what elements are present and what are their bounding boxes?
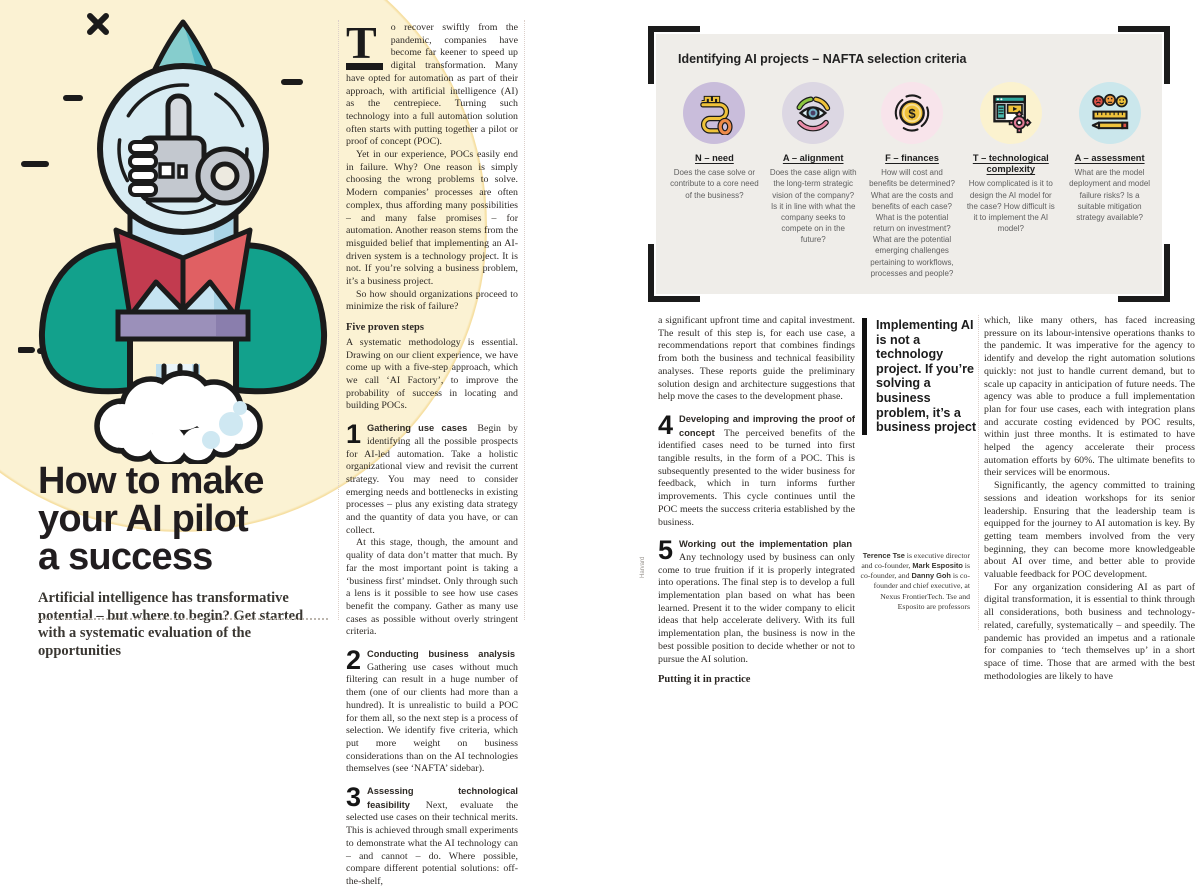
criterion-label: T – technological complexity (972, 153, 1049, 175)
criterion-label: A – assessment (1074, 153, 1145, 163)
column-rule (338, 20, 339, 620)
nafta-item-finances (868, 82, 957, 279)
nafta-item-assessment (1065, 82, 1154, 279)
title-line: a success (38, 536, 213, 578)
nafta-sidebar (648, 26, 1170, 302)
column-rule (524, 20, 525, 620)
step-number: 2 (346, 645, 362, 676)
svg-text:$: $ (908, 105, 916, 121)
dotted-rule (38, 618, 328, 620)
criterion-label: N – need (695, 153, 734, 163)
step-2: 2 Conducting business analysis Gathering use cases without much filtering can result in a huge number of them (one of our clients had more than a hundred). It is unrealistic to build a POC for them all, so the next step is a process of selection. We identify five criteria, which put more weight on business considerations than on the AI technologies themselves (see ‘NAFTA’ sidebar). (346, 645, 518, 775)
page-title (38, 462, 338, 576)
title-line: How to make (38, 460, 264, 502)
faces-ruler-icon (1088, 91, 1132, 135)
coin-icon (890, 91, 934, 135)
step-label: Gathering use cases (367, 423, 468, 434)
body-paragraph: which, like many others, has faced increasing pressure on its labour-intensive operations thanks to the pandemic. It was imperative for the agency to identify and develop the right automation solutions quickly: not just to handle current demand, but to scale up capacity in anticipation of future needs. The agency was able to produce a full implementation plan for four use cases, each with integration plans and accurate costing evidenced by POC results, within just three months. It is estimated to have helped the agency accelerate their process automation efforts by 60%. The ultimate benefits to their services will be enormous. (984, 315, 1195, 479)
body-paragraph: Significantly, the agency committed to training sessions and ideation workshops for its senior leadership. Ensuring that the leadership team is equipped for the journey to AI automation is key. By getting team members involved from the very beginning, they can become more knowledgeable about AI over time, and better able to provide valuable feedback for POC development. (984, 480, 1195, 581)
step-label: Assessing technological feasibility (367, 786, 518, 810)
step-3: 3 Assessing technological feasibility Next, evaluate the selected use cases on their technical merits. This is achieved through small experiments to demonstrate what the AI technology can – and cannot – do. Where possible, compare different potential solutions: off-the-shelf, (346, 782, 519, 887)
purple-band-shade (216, 315, 245, 336)
section-heading: Putting it in practice (658, 674, 751, 686)
fingers (130, 142, 156, 195)
step-number: 3 (346, 782, 362, 813)
step-1: 1 Gathering use cases Begin by identifying all the possible prospects for AI-led automation. Take a holistic organizational view and revisit the current strategy. You may need to consider emerging needs and bottlenecks in existing processes – plus any existing data strategy and the quantity of data you have, or can collect. (346, 419, 518, 536)
step-label: Developing and improving the proof of concept (679, 413, 855, 438)
title-line: your AI pilot (38, 498, 248, 540)
icon-circle (881, 82, 943, 144)
author-name: Mark Esposito (912, 561, 963, 571)
body-paragraph: So how should organizations proceed to minimize the risk of failure? (346, 288, 518, 313)
body-paragraph: T o recover swiftly from the pandemic, companies have become far keener to speed up digital transformation. Many have opted for automation as part of their approach, with artificial intelligence (AI) as the centrepiece. Turning such technology into a full automation solution often starts with putting together a pilot or proof of concept (POC). (346, 17, 518, 148)
nafta-item-complexity (966, 82, 1055, 279)
browser-gear-icon (989, 91, 1033, 135)
section-heading: Five proven steps (346, 322, 424, 334)
body-paragraph: At this stage, though, the amount and quality of data don’t matter that much. By far the most important point is taking a ‘business first’ mindset. Only through such a lens is it possible to see how use cases benefit the company. Gather as many use cases as possible without overly stringent criteria. (346, 537, 518, 638)
step-number: 5 (658, 535, 674, 566)
step-number: 1 (346, 419, 362, 450)
criterion-text: What are the model deployment and model failure risks? Is a suitable mitigation strategy available? (1069, 168, 1151, 222)
criterion-label: F – finances (885, 153, 939, 163)
eye-icon (791, 91, 835, 135)
icon-circle (782, 82, 844, 144)
author-name: Terence Tse (862, 551, 905, 560)
step-4: 4 Developing and improving the proof of concept The perceived benefits of the identified cases need to be turned into first tangible results, in the form of a POC. This is subsequently presented to the wider business for feedback, which in turn informs further improvements. This cycle continues until the POC meets the success criteria established by the business. (658, 409, 855, 528)
body-paragraph: a significant upfront time and capital investment. The result of this step is, for each use case, a recommendations report that combines findings from both the business and technical feasibility analyses. These reports guide the preliminary solution design and architecture suggestions that help move the cases to the development phase. (658, 315, 855, 403)
pull-quote: Implementing AI is not a technology project. If you’re solving a business problem, it’s a business project (862, 318, 980, 435)
article-column-3 (984, 315, 1195, 686)
nafta-item-need (670, 82, 759, 279)
author-bio: Terence Tse is executive director and co-founder, Mark Esposito is co-founder, and Danny Goh is co-founder and chief executive, at Nexus FrontierTech. Tse and Esposito are professors (860, 551, 970, 611)
title-block (38, 462, 338, 661)
author-name: Danny Goh (911, 571, 951, 581)
nafta-items (670, 82, 1154, 279)
criterion-text: How will cost and benefits be determined? What are the costs and benefits of each case? What is the potential return on investment? What are the potential emerging challenges pertaining to workflows, processes and people? (869, 168, 955, 278)
step-label: Conducting business analysis (367, 649, 515, 660)
criterion-text: How complicated is it to design the AI model for the case? How difficult is it to implement the AI model? (966, 179, 1055, 234)
icon-circle (683, 82, 745, 144)
article-column-2 (658, 315, 855, 689)
criterion-label: A – alignment (782, 153, 844, 163)
body-paragraph: A systematic methodology is essential. Drawing on our client experience, we have come up with a five-step approach, which we call ‘AI Factory’, to improve the probability of success in locating and building POCs. (346, 336, 518, 412)
criterion-text: Does the case solve or contribute to a core need of the business? (670, 168, 759, 200)
rocket-illustration (18, 0, 338, 464)
step-number: 4 (658, 409, 674, 440)
body-paragraph: Yet in our experience, POCs easily end in failure. Why? One reason is simply choosing the wrong problems to solve. Modern companies’ processes are often complex, thus affording many possibilities – and many false promises – for automation. Another reason stems from the misguided belief that implementing an AI-driven system is a technology project. It is not. If you’re solving a business problem, it’s a business project. (346, 149, 518, 288)
standfirst: Artificial intelligence has transformative potential – but where to begin? Get started with a systematic evaluation of the opportunities (38, 590, 304, 660)
icon-circle (980, 82, 1042, 144)
dropcap: T (346, 24, 383, 70)
step-label: Working out the implementation plan (679, 539, 852, 550)
key-icon (692, 91, 736, 135)
body-paragraph: For any organization considering AI as part of digital transformation, it is essential to think through all considerations, both business and technology-related, carefully, systematically – and speedily. The pandemic has provided an impetus and a rationale for companies to ‘tech themselves up’ in a short space of time. Those that are armed with the best methodologies are likely to have (984, 581, 1195, 682)
criterion-text: Does the case align with the long-term strategic vision of the company? Is it in line with what the company seeks to compete on in the future? (769, 168, 857, 245)
corner-bracket (1118, 26, 1170, 84)
icon-circle (1079, 82, 1141, 144)
step-5: 5 Working out the implementation plan Any technology used by business can only come to true fruition if it is properly integrated into operations. The final step is to develop a full implementation plan based on what has been learned. Present it to the wider company to elicit ideas that help accelerate delivery. With its full implementation plan, the business is now in the best possible position to decide whether or not to pursue the AI solution. (658, 535, 855, 665)
sidebar-heading: Identifying AI projects – NAFTA selection criteria (678, 52, 967, 66)
image-credit: Harvard (640, 556, 646, 578)
article-column-1 (346, 17, 519, 892)
sparkle-x-icon (90, 16, 106, 32)
nafta-item-alignment (769, 82, 858, 279)
